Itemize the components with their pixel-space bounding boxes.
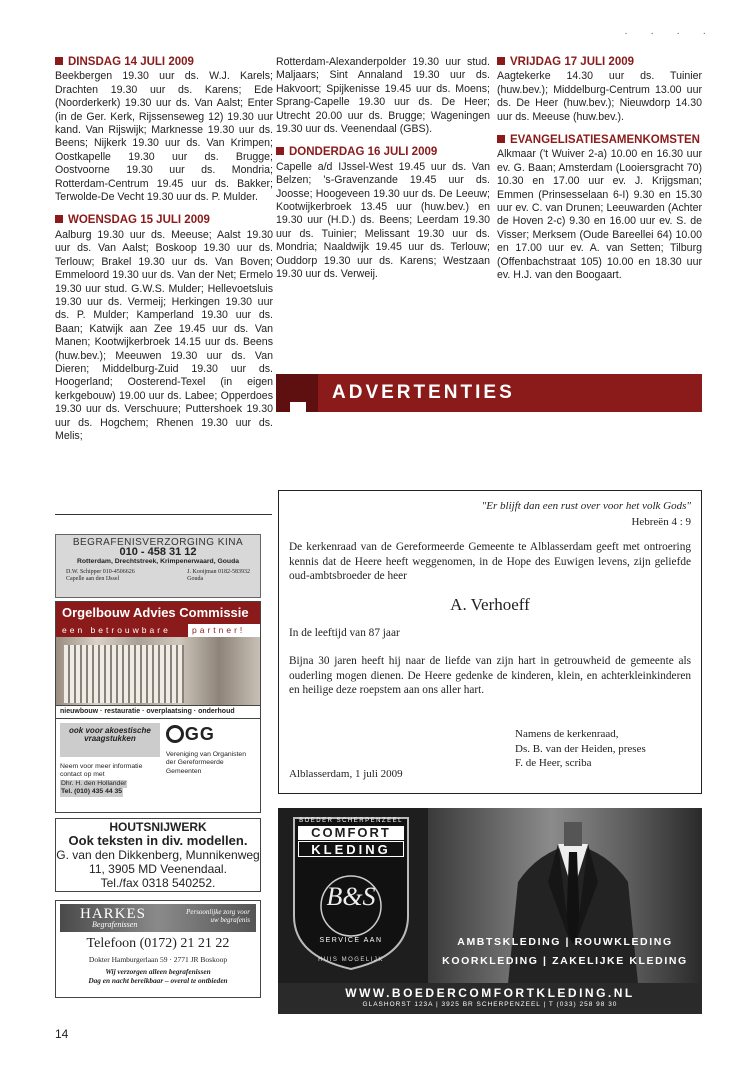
section-text: Aagtekerke 14.30 uur ds. Tuinier (huw.bev.); Middelburg-Centrum 13.00 uur ds. De Heer (huw.bev.); Nieuwdorp 14.30 uur ds. Meeuse (huw.bev.). — [497, 70, 702, 123]
service-label: SERVICE AAN — [319, 937, 383, 944]
footer-address: GLASHORST 123A | 3925 BR SCHERPENZEEL | T (033) 258 98 30 — [362, 1001, 618, 1008]
obituary-quote: "Er blijft dan een rust over voor het volk Gods" — [481, 500, 691, 512]
obituary-body: Bijna 30 jaren heeft hij naar de liefde van zijn hart in getrouwheid de gemeente als ouderling mogen dienen. De Heere gedenke de kinderen, klein, en achterkleinkinderen en heilige deze roepstem aan ons aller hart. — [289, 655, 691, 696]
kina-contact: J. Kooijman 0182-583932 — [187, 568, 250, 575]
harkes-ad — [55, 900, 261, 998]
clothing-types — [428, 933, 702, 971]
signature-line: Namens de kerkenraad, — [515, 728, 619, 740]
section-text: Beekbergen 19.30 uur ds. W.J. Karels; Drachten 19.30 uur ds. Karens; Ede (Noorderkerk) 19.30 uur ds. Van Aalst; Enter (in de Ger. Kerk, Rijssenseweg 12) 19.30 uur kand. Van Rijswijk; Marknesse 19.30 uur ds. Beens; Nijkerk 19.30 uur ds. Van Krimpen; Oostkapelle 19.30 uur ds. Brugge; Oostvoorne 19.30 uur ds. Mondria; Rotterdam-Centrum 19.45 uur ds. Bakker; Terwolde-De Vecht 19.30 uur ds. P. Mulder. — [55, 70, 273, 204]
obituary-ad — [278, 490, 702, 794]
kina-region: Rotterdam, Drechtstreek, Krimpenerwaard, Gouda — [76, 558, 240, 565]
section-heading: VRIJDAG 17 JULI 2009 — [497, 56, 702, 69]
footer-bar — [278, 983, 702, 1014]
kina-title: BEGRAFENISVERZORGING KINA — [72, 537, 244, 548]
orgel-subtitle-b: partner! — [192, 625, 246, 635]
section-text: Alkmaar ('t Wuiver 2-a) 10.00 en 16.30 uur ev. G. Baan; Amsterdam (Looiersgracht 70) 10.30 en 17.00 uur ev. J. Krijgsman; Emmen (Prinsesselaan 6-I) 9.30 en 15.30 uur ev. C. van Drunen; Leeuwarden (Achter de Hoven 2-c) 9.30 en 16.00 uur ev. S. de Visser; Merksem (Oude Bareellei 64) 10.00 en 17.00 uur ev. A. van Setten; Tilburg (Offenbachstraat 105) 10.00 en 18.30 uur ev. H.J. van den Boogaart. — [497, 148, 702, 282]
section-heading: WOENSDAG 15 JULI 2009 — [55, 214, 273, 227]
advertenties-banner — [276, 374, 702, 412]
banner-title: ADVERTENTIES — [332, 382, 515, 403]
orgel-contact-name: Dhr. H. den Hollander — [61, 779, 127, 787]
hout-phone: Tel./fax 0318 540252. — [100, 876, 216, 890]
orgel-title: Orgelbouw Advies Commissie — [56, 602, 260, 624]
section-text: Aalburg 19.30 uur ds. Meeuse; Aalst 19.30 uur ds. Van Aalst; Boskoop 19.30 uur ds. Terlouw; Brakel 19.30 uur ds. Van Boven; Emmeloord 19.30 uur ds. Van der Net; Ermelo 19.30 uur stud. G.W.S. Mulder; Hellevoetsluis 19.30 uur ds. Vermeij; Herkingen 19.30 uur ds. P. Mulder; Kamperland 19.30 uur ds. Baan; Katwijk aan Zee 19.45 uur ds. Van Manen; Kootwijkerbroek 14.15 uur ds. Beens (huw.bev.); Meeuwen 19.30 uur ds. Van Dieren; Middelburg-Zuid 19.30 uur ds. Hoogerland; Oosterend-Texel (in eigen kerkgebouw) 19.00 uur ds. Labee; Opperdoes 19.30 uur ds. Verschuure; Puttershoek 19.30 uur ds. Hogchem; Rhenen 19.30 uur ds. Melis; — [55, 228, 273, 442]
obituary-age: In de leeftijd van 87 jaar — [289, 627, 400, 640]
section-heading: EVANGELISATIESAMENKOMSTEN — [497, 134, 702, 147]
harkes-sub: Begrafenissen — [92, 920, 138, 929]
kina-ad — [55, 534, 261, 598]
harkes-tagline-1: Wij verzorgen alleen begrafenissen — [105, 967, 211, 976]
harkes-phone: Telefoon (0172) 21 21 22 — [86, 936, 230, 951]
kina-contacts — [56, 567, 260, 584]
clothing-line-1: AMBTSKLEDING | ROUWKLEDING — [457, 936, 673, 948]
kina-contact-place: Capelle aan den IJssel — [66, 576, 120, 582]
section-text: Capelle a/d IJssel-West 19.45 uur ds. Van Belzen; 's-Gravenzande 19.45 uur ds. Joosse; Hoogeveen 19.30 uur ds. De Leeuw; Kootwijkerbroek 13.45 uur (huw.bev.) en 19.30 uur (H.D.) ds. Beens; Leerdam 19.30 uur ds. Tuinier; Melissant 19.30 uur ds. Mondria; Naaldwijk 19.45 uur ds. Terlouw; Ouddorp 19.30 uur ds. Karens; Westzaan 19.30 uur ds. Verweij. — [276, 160, 490, 281]
page-dots: · · · · — [624, 28, 716, 39]
organ-photo — [56, 637, 260, 705]
section-heading: DINSDAG 14 JULI 2009 — [55, 56, 273, 69]
signature-line: F. de Heer, scriba — [515, 757, 592, 769]
column-2 — [276, 56, 490, 282]
kina-phone: 010 - 458 31 12 — [119, 545, 197, 558]
harkes-tagline-2: Dag en nacht bereikbaar – overal te ontbieden — [88, 976, 228, 985]
orgel-info: Neem voor meer informatie contact op met — [60, 763, 143, 779]
column-divider — [55, 514, 272, 515]
section-heading: DONDERDAG 16 JULI 2009 — [276, 146, 490, 159]
brand-monogram: B&S — [326, 882, 376, 911]
vogg-text: Vereniging van Organisten der Gereformeerde Gemeenten — [165, 751, 246, 775]
vogg-logo: GG — [166, 725, 256, 743]
orgel-lower — [56, 719, 260, 801]
harkes-banner — [60, 904, 256, 932]
orgel-services: nieuwbouw · restauratie · overplaatsing · onderhoud — [56, 705, 260, 719]
harkes-name: HARKES — [80, 906, 147, 922]
orgel-acoustics: ook voor akoestische vraagstukken — [60, 723, 160, 757]
column-1 — [55, 56, 273, 443]
page-number: 14 — [55, 1027, 69, 1041]
service-label-2: HUIS MOGELIJK — [318, 957, 384, 963]
organ-pipes — [64, 645, 184, 703]
harkes-tagline — [56, 967, 260, 985]
obituary-name: A. Verhoeff — [450, 595, 530, 615]
website-link[interactable]: WWW.BOEDERCOMFORTKLEDING.NL — [345, 986, 635, 1000]
orgel-contact — [60, 723, 160, 797]
vogg-block — [166, 723, 256, 797]
brand-kleding: KLEDING — [298, 841, 404, 857]
orgel-contact-phone: Tel. (010) 435 44 35 — [61, 788, 123, 796]
kina-contact-place: Gouda — [187, 576, 204, 582]
column-3 — [497, 56, 702, 283]
harkes-slogan: Persoonlijke zorg voor uw begrafenis — [186, 908, 250, 924]
hout-address: G. van den Dikkenberg, Munnikenweg 11, 3905 MD Veenendaal. — [56, 848, 260, 876]
hout-subtitle: Ook teksten in div. modellen. — [68, 833, 248, 848]
houtsnijwerk-ad — [55, 818, 261, 892]
clothing-line-2: KOORKLEDING | ZAKELIJKE KLEDING — [442, 955, 688, 967]
brand-top: BOEDER SCHERPENZEEL — [299, 818, 403, 824]
hout-title: HOUTSNIJWERK — [109, 820, 207, 834]
banner-notch-cut — [290, 402, 306, 412]
orgelbouw-ad — [55, 601, 261, 813]
harkes-address: Dokter Hamburgerlaan 59 · 2771 JR Boskoop — [88, 955, 228, 964]
vogg-ring-icon — [166, 725, 184, 743]
obituary-intro: De kerkenraad van de Gereformeerde Gemeente te Alblasserdam geeft met ontroering kennis dat de Heere heeft weggenomen, in de Hope des Euwigen levens, zijn geliefde oud-ambtsbroeder de heer — [289, 541, 691, 582]
obituary-signature — [515, 727, 646, 771]
orgel-subtitle — [56, 624, 260, 637]
comfort-kleding-ad — [278, 808, 702, 1014]
obituary-reference: Hebreën 4 : 9 — [631, 516, 691, 529]
signature-line: Ds. B. van der Heiden, preses — [515, 742, 646, 755]
section-text: Rotterdam-Alexanderpolder 19.30 uur stud. Maljaars; Sint Annaland 19.30 uur ds. Hakvoort; Spijkenisse 19.45 uur ds. Moens; Sprang-Capelle 19.30 uur ds. De Heer; Utrecht 20.00 uur ds. Brugge; Wageningen 19.30 uur ds. Veenendaal (GBS). — [276, 56, 490, 136]
obituary-place-date: Alblasserdam, 1 juli 2009 — [289, 768, 403, 780]
orgel-subtitle-a: een betrouwbare — [56, 624, 188, 637]
kina-contact: D.W. Schipper 010-4506626 — [66, 568, 135, 575]
brand-comfort: COMFORT — [298, 826, 404, 840]
